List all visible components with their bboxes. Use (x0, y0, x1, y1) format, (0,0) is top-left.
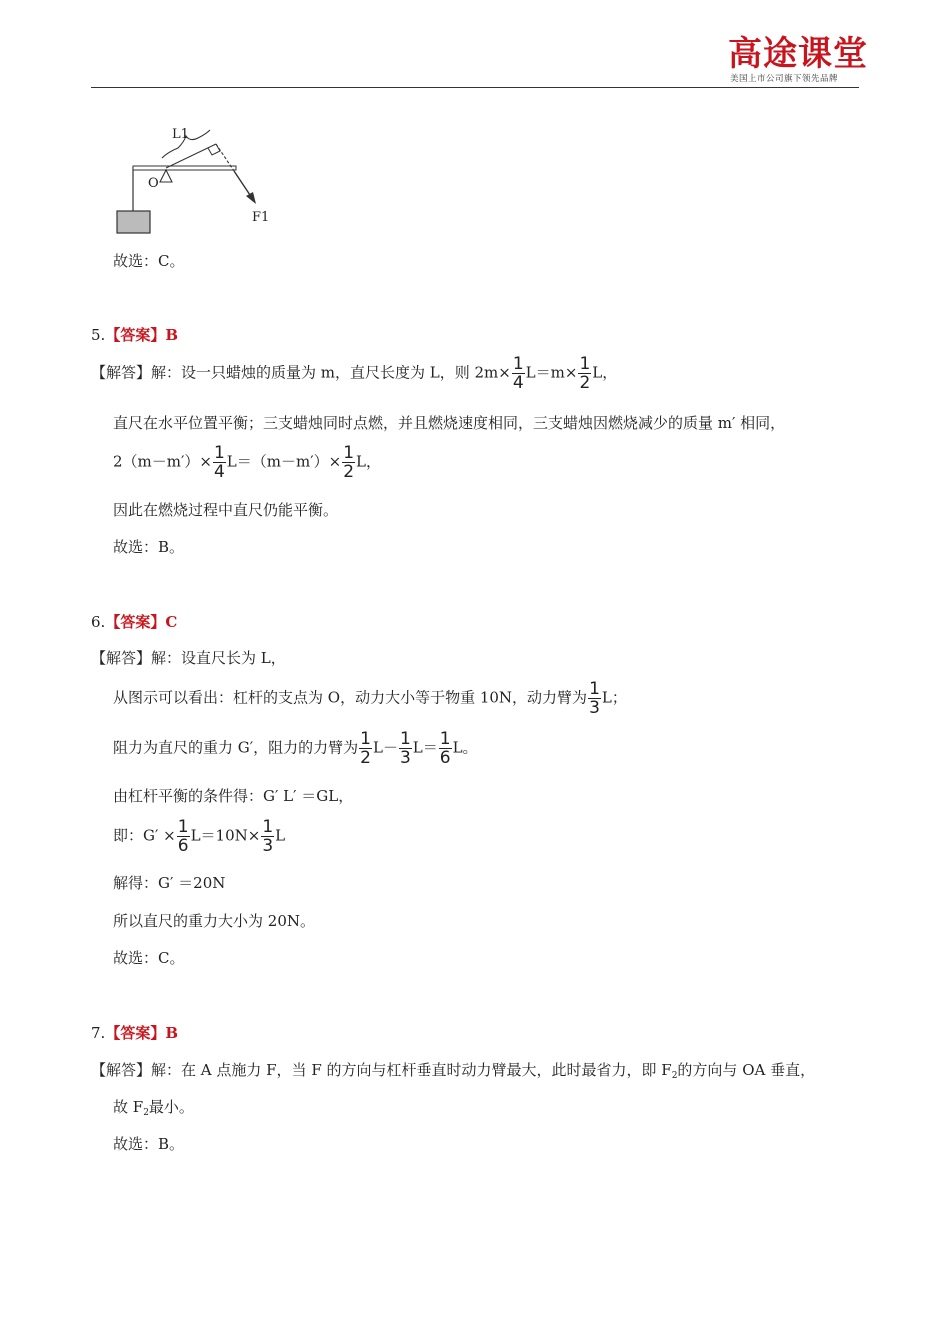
fraction-one-sixth: $\frac{1}{6}$ (439, 729, 451, 768)
q5-line1 (91, 355, 617, 392)
fraction-one-half: $\frac{1}{2}$ (579, 354, 591, 393)
q5-line3-pre: 2（m－m′）× (113, 452, 212, 471)
q5-line3-post: L， (356, 452, 381, 471)
label-f1: F1 (252, 210, 270, 225)
q6-line5 (113, 818, 285, 855)
q5-line3 (113, 444, 381, 481)
q6-line5-post: L (275, 826, 286, 845)
q6-line2-post: L； (601, 688, 627, 707)
q7-line2-sub: 2 (143, 1108, 149, 1118)
arm-line (166, 144, 216, 168)
q6-answer-line (91, 611, 177, 633)
fraction-one-quarter: $\frac{1}{4}$ (512, 354, 524, 393)
q5-line3-mid: L＝（m－m′）× (226, 452, 342, 471)
q6-line4: 由杠杆平衡的条件得：G′ L′ ＝GL， (113, 787, 354, 805)
q7-line2 (113, 1096, 194, 1124)
q7-number: 7. (91, 1024, 106, 1042)
fraction-one-third: $\frac{1}{3}$ (589, 679, 600, 718)
fraction-one-quarter: $\frac{1}{4}$ (213, 443, 225, 482)
q5-line4: 因此在燃烧过程中直尺仍能平衡。 (113, 501, 339, 519)
q7-line1-pre: 解：在 A 点施力 F，当 F 的方向与杠杆垂直时动力臂最大，此时最省力，即 F (151, 1061, 672, 1079)
q6-number: 6. (91, 613, 106, 631)
force-arrow-head (246, 192, 256, 204)
q6-jieda-tag: 【解答】 (91, 649, 152, 667)
right-angle-mark (208, 144, 220, 155)
q5-line2: 直尺在水平位置平衡；三支蜡烛同时点燃，并且燃烧速度相同，三支蜡烛因燃烧减少的质量 m′ 相同， (113, 414, 786, 432)
q6-line3-m1: L－ (373, 738, 398, 757)
q7-line1-sub: 2 (671, 1071, 678, 1081)
fraction-one-half: $\frac{1}{2}$ (360, 729, 371, 768)
label-l1: L1 (172, 127, 189, 142)
lever-diagram (112, 118, 282, 238)
lever-bar (133, 166, 236, 170)
brand-tagline: 美国上市公司旗下领先品牌 (730, 74, 839, 84)
fraction-one-half: $\frac{1}{2}$ (343, 443, 355, 482)
q6-line6: 解得：G′ ＝20N (113, 874, 226, 892)
q6-line3-post: L。 (452, 738, 478, 757)
fraction-one-third: $\frac{1}{3}$ (262, 817, 274, 856)
brand-logo: 高途课堂 (728, 34, 868, 74)
q5-line1-post: L， (592, 363, 618, 382)
q6-line7: 所以直尺的重力大小为 20N。 (113, 912, 315, 930)
q6-line1 (91, 647, 286, 669)
q7-line1-post: 的方向与 OA 垂直， (677, 1061, 816, 1079)
q5-line1-text: 解：设一只蜡烛的质量为 m，直尺长度为 L，则 2m× (151, 363, 511, 382)
q6-conclusion: 故选：C。 (113, 949, 185, 967)
q7-line2-pre: 故 F (113, 1098, 144, 1116)
q7-line1 (91, 1059, 815, 1087)
q6-line2 (113, 680, 627, 717)
q7-jieda-tag: 【解答】 (91, 1061, 152, 1079)
label-o: O (148, 176, 159, 191)
q5-jieda-tag: 【解答】 (91, 363, 152, 382)
q7-answer-tag: 【答案】B (105, 1024, 178, 1042)
q7-line2-post: 最小。 (148, 1098, 194, 1116)
fraction-one-third: $\frac{1}{3}$ (399, 729, 411, 768)
q4-conclusion: 故选：C。 (113, 252, 185, 270)
q5-line1-mid: L＝m× (525, 363, 578, 382)
q7-answer-line (91, 1022, 178, 1044)
header-divider (91, 87, 859, 88)
q5-answer-line (91, 324, 178, 346)
q6-line2-pre: 从图示可以看出：杠杆的支点为 O，动力大小等于物重 10N，动力臂为 (113, 688, 588, 707)
q6-line3-pre: 阻力为直尺的重力 G′，阻力的力臂为 (113, 738, 359, 757)
q5-conclusion: 故选：B。 (113, 538, 185, 556)
pivot-triangle (160, 170, 172, 182)
q6-line1-text: 解：设直尺长为 L， (151, 649, 286, 667)
q7-conclusion: 故选：B。 (113, 1135, 185, 1153)
q6-line3 (113, 730, 478, 767)
q6-line5-pre: 即：G′ × (113, 826, 176, 845)
q6-answer-tag: 【答案】C (105, 613, 178, 631)
q6-line3-m2: L＝ (412, 738, 438, 757)
q5-number: 5. (91, 326, 106, 344)
q5-answer-tag: 【答案】B (105, 326, 178, 344)
fraction-one-sixth: $\frac{1}{6}$ (177, 817, 189, 856)
q6-line5-mid: L＝10N× (190, 826, 261, 845)
force-arrow (234, 171, 252, 198)
hanging-weight (117, 211, 150, 233)
